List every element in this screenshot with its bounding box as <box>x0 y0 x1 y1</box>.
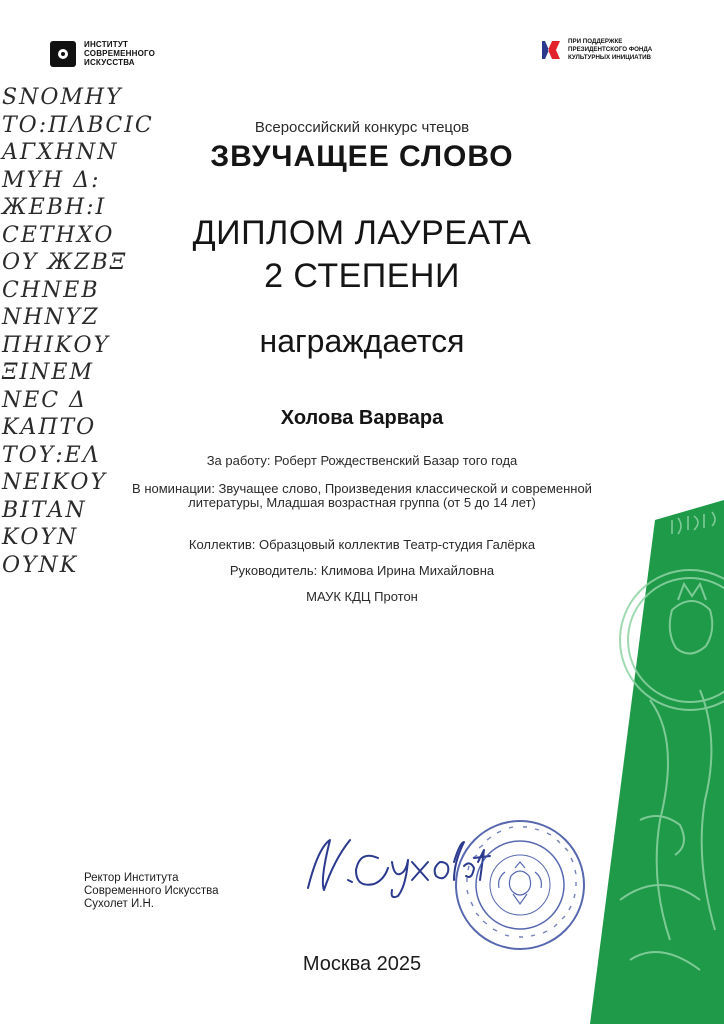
awarded-label: награждается <box>259 323 465 359</box>
rector-line: Сухолет И.Н. <box>84 898 154 910</box>
leader-line: Руководитель: Климова Ирина Михайловна <box>229 563 495 578</box>
presidential-fund-logo <box>540 38 652 62</box>
fund-logo-line: ПРЕЗИДЕНТСКОГО ФОНДА <box>568 46 653 53</box>
glyph-line: ΑΓΧΗΝΝ <box>2 140 119 165</box>
glyph-line: ΝΕϹ Δ <box>2 387 88 413</box>
institute-logo-line: ИСКУССТВА <box>84 58 135 67</box>
rector-block <box>84 872 218 911</box>
diploma-title-line2: 2 СТЕПЕНИ <box>264 257 460 295</box>
institute-logo-line: ИНСТИТУТ <box>84 40 129 49</box>
glyph-line: ϹΗΝΕΒ <box>2 277 100 303</box>
glyph-line: ΚΑΠΤΟ <box>2 415 97 440</box>
glyph-line: ΝΕΙΚΟΥ <box>2 470 107 495</box>
glyph-line: ΝΗΝΥΖ <box>2 305 100 330</box>
glyph-line: ΠΗΙΚΟΥ <box>2 332 111 358</box>
glyph-line: ΟΥΝΚ <box>2 552 79 578</box>
glyph-line: ΟΥ ЖΖΒΞ <box>2 250 128 275</box>
glyph-line: ΞΙΝΕΜ <box>2 360 95 385</box>
fund-logo-line: КУЛЬТУРНЫХ ИНИЦИАТИВ <box>568 54 652 61</box>
contest-subtitle: Всероссийский конкурс чтецов <box>254 119 470 136</box>
rector-line: Ректор Института <box>84 872 179 884</box>
collective-line: Коллектив: Образцовый коллектив Театр-студия Галёрка <box>188 537 536 552</box>
organization-line: МАУК КДЦ Протон <box>306 589 418 604</box>
glyph-line: ΒΙΤΑΝ <box>2 497 87 523</box>
official-stamp <box>453 818 588 953</box>
diploma-title-line1: ДИПЛОМ ЛАУРЕАТА <box>192 214 532 252</box>
glyph-line: ЅNΟΜΗΥ <box>2 85 123 110</box>
work-line: За работу: Роберт Рождественский Базар того года <box>206 453 518 468</box>
city-year: Москва 2025 <box>302 953 422 975</box>
glyph-line: ΤΟΥ:ΕΛ <box>2 442 101 468</box>
institute-logo-mark <box>50 41 76 67</box>
glyph-line: ЖΕΒΗ:Ι <box>2 195 107 220</box>
institute-logo <box>50 40 155 67</box>
institute-logo-text <box>84 40 155 67</box>
fund-logo-text <box>568 38 652 62</box>
recipient-name: Холова Варвара <box>280 407 444 429</box>
fund-logo-line: ПРИ ПОДДЕРЖКЕ <box>568 38 623 45</box>
contest-title: ЗВУЧАЩЕЕ СЛОВО <box>210 140 514 173</box>
glyph-line: ΤΟ:ΠΛΒϹΙϹ <box>2 112 154 138</box>
glyph-line: ΜΥΗ Δ: <box>2 167 101 193</box>
glyph-line: ϹΕΤΗΧΟ <box>2 222 115 248</box>
rector-line: Современного Искусства <box>84 885 219 897</box>
glyph-line: ΚΟΥΝ <box>2 525 79 550</box>
nomination-line: В номинации: Звучащее слово, Произведения классической и современной литературы, Младшая возрастная группа (от 5 до 14 лет) <box>132 481 592 510</box>
institute-logo-line: СОВРЕМЕННОГО <box>84 49 156 58</box>
fund-flag-icon <box>540 38 562 62</box>
